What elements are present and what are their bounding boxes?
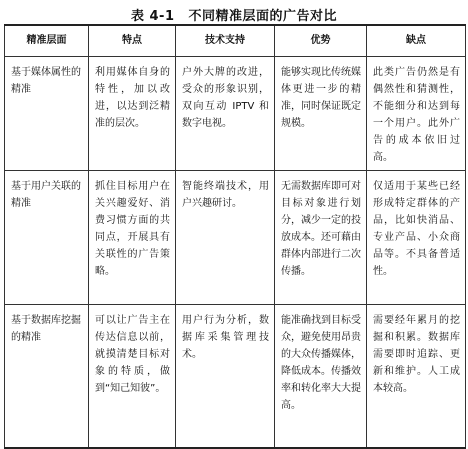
table-row [5, 305, 466, 449]
table-caption [0, 5, 468, 24]
header-disadvantages: 缺点 [367, 25, 466, 57]
table-number: 表 4-1 [130, 9, 175, 24]
advantages-cell: 能够实现比传统媒体更进一步的精准，同时保证既定规模。 [275, 57, 367, 171]
disadvantages-cell: 仅适用于某些已经形成特定群体的产品，比如快消品、专业产品、小众商品等。不具备普适性。 [367, 171, 466, 305]
header-precision-level: 精准层面 [5, 25, 89, 57]
tech-support-cell: 用户行为分析，数据库采集管理技术。 [176, 305, 275, 449]
table-row [5, 57, 466, 171]
features-cell: 利用媒体自身的特性，加以改进，以达到泛精准的层次。 [89, 57, 176, 171]
tech-support-cell: 户外大牌的改进，受众的形象识别，双向互动 IPTV 和数字电视。 [176, 57, 275, 171]
disadvantages-cell: 此类广告仍然是有偶然性和猜测性，不能细分和达到每一个用户。此外广告的成本依旧过高。 [367, 57, 466, 171]
features-cell: 可以让广告主在传达信息以前，就摸清楚目标对象的特质，做到“知己知彼”。 [89, 305, 176, 449]
header-tech-support: 技术支持 [176, 25, 275, 57]
header-advantages: 优势 [275, 25, 367, 57]
advantages-cell: 无需数据库即可对目标对象进行划分，减少一定的投放成本。还可藉由群体内部进行二次传播。 [275, 171, 367, 305]
tech-support-cell: 智能终端技术，用户兴趣研讨。 [176, 171, 275, 305]
table-title: 不同精准层面的广告对比 [188, 9, 338, 24]
advantages-cell: 能准确找到目标受众，避免使用昂贵的大众传播媒体，降低成本。传播效率和转化率大大提高。 [275, 305, 367, 449]
row-level-cell: 基于媒体属性的精准 [5, 57, 89, 171]
header-features: 特点 [89, 25, 176, 57]
features-cell: 抓住目标用户在关兴趣爱好、消费习惯方面的共同点，开展具有关联性的广告策略。 [89, 171, 176, 305]
comparison-table [4, 24, 466, 449]
row-level-cell: 基于数据库挖掘的精准 [5, 305, 89, 449]
row-level-cell: 基于用户关联的精准 [5, 171, 89, 305]
table-row [5, 171, 466, 305]
disadvantages-cell: 需要经年累月的挖掘和积累。数据库需要即时追踪、更新和维护。人工成本较高。 [367, 305, 466, 449]
header-row [5, 25, 466, 57]
